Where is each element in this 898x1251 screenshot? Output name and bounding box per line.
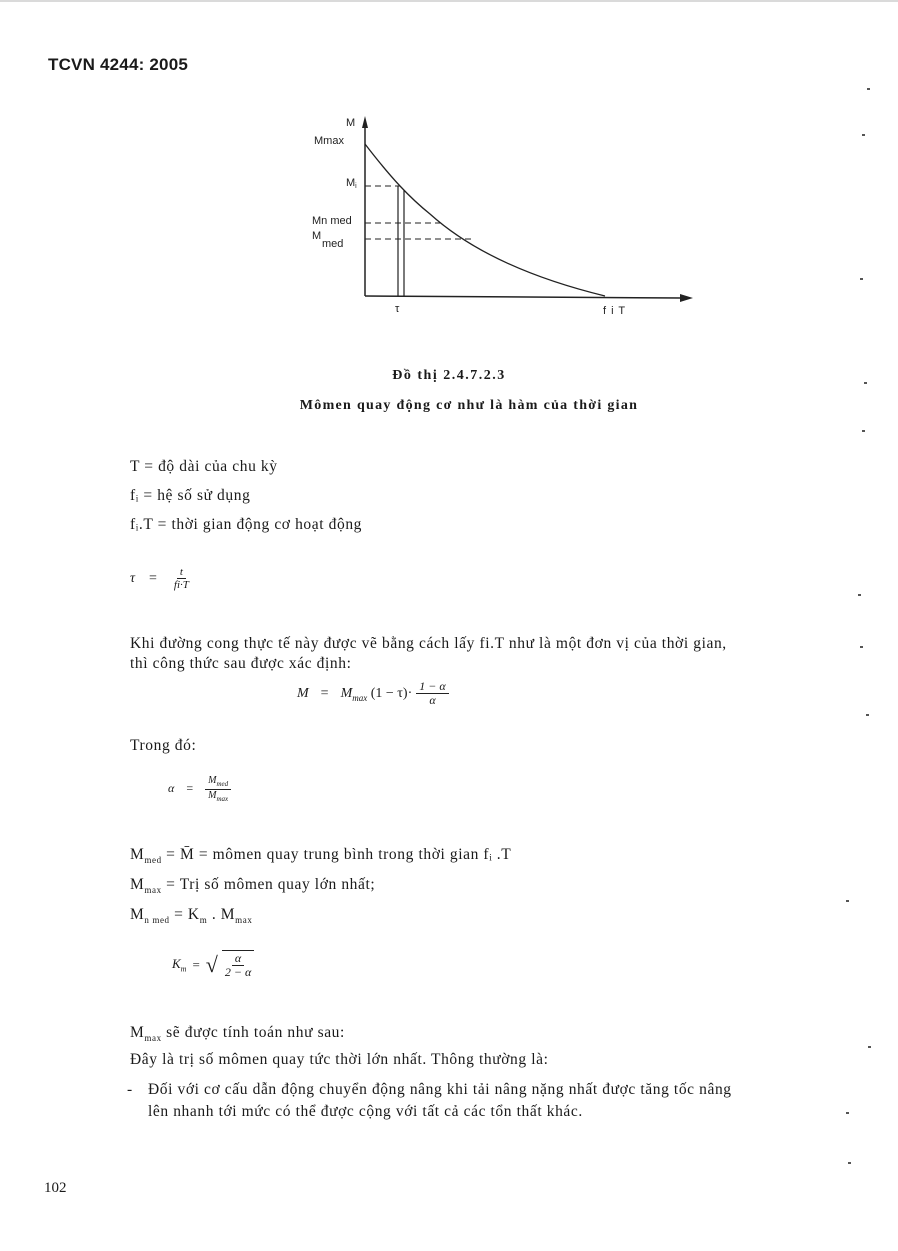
graph-title: Mômen quay động cơ như là hàm của thời gian: [299, 398, 639, 413]
scan-speck: [862, 430, 865, 432]
scan-speck: [846, 900, 849, 902]
formula-alpha-eq: =: [186, 781, 194, 796]
formula-km-lhs: $K_m$: [172, 956, 187, 974]
scan-speck: [862, 134, 865, 136]
label-tau: τ: [395, 303, 400, 315]
bullet-line-2: lên nhanh tới mức có thể được cộng với tất cả các tổn thất khác.: [148, 1103, 583, 1120]
formula-alpha: [168, 775, 231, 803]
formula-tau-den: fi·T: [173, 579, 189, 592]
definition-mmed: $M_{med}$ = M̄ = mômen quay trung bình trong thời gian fᵢ .T: [130, 846, 512, 866]
formula-km-num: α: [232, 952, 244, 966]
formula-alpha-lhs: α: [168, 781, 175, 796]
axis-label-m: M: [346, 117, 356, 129]
formula-km-eq: =: [192, 956, 200, 972]
label-mmax: Mmax: [314, 135, 344, 147]
formula-tau-eq: =: [149, 570, 157, 586]
x-axis-arrow: [680, 294, 693, 302]
scan-speck: [868, 1046, 871, 1048]
formula-m-eq: =: [320, 685, 329, 701]
graph-number: Đồ thị 2.4.7.2.3: [392, 368, 506, 383]
scan-speck: [860, 646, 863, 648]
label-fit: f i T: [603, 305, 627, 317]
definition-mn-med: $M_{n med} = K_m$ . $M_{max}$: [130, 906, 253, 926]
definition-fi: fᵢ = hệ số sử dụng: [130, 487, 251, 504]
mmax-calc-line: $M_{max}$ sẽ được tính toán như sau:: [130, 1024, 345, 1044]
paragraph-2: Đây là trị số mômen quay tức thời lớn nhất. Thông thường là:: [130, 1051, 549, 1068]
scan-speck: [864, 382, 867, 384]
label-mmed-top: M: [312, 230, 322, 242]
scan-speck: [866, 714, 869, 716]
formula-tau: [130, 566, 192, 592]
label-mmed-bottom: med: [322, 238, 344, 250]
formula-km: [172, 950, 254, 980]
formula-tau-lhs: τ: [130, 570, 136, 586]
formula-tau-fraction: [171, 566, 192, 592]
scan-speck: [848, 1162, 851, 1164]
label-mi: Mi: [346, 177, 357, 190]
paragraph-line-2: thì công thức sau được xác định:: [130, 655, 352, 672]
formula-tau-num: t: [177, 566, 186, 579]
definition-t: T = độ dài của chu kỳ: [130, 458, 278, 475]
formula-m-rhs: $M_{max}$ (1 − τ)·: [340, 685, 413, 703]
paragraph-line-1: Khi đường cong thực tế này được vẽ bằng cách lấy fi.T như là một đơn vị của thời gian,: [130, 635, 727, 652]
formula-km-fraction: [222, 950, 254, 980]
scan-top-edge: [0, 0, 898, 2]
formula-alpha-den: $M_{max}$: [208, 789, 229, 803]
formula-m-fraction: [416, 680, 448, 708]
label-mn-med: Mn med: [312, 215, 352, 227]
formula-m-lhs: M: [297, 685, 309, 701]
x-axis: [365, 296, 682, 298]
document-header: TCVN 4244: 2005: [48, 55, 189, 74]
formula-m: [297, 680, 449, 708]
scan-speck: [860, 278, 863, 280]
bullet-dash: -: [127, 1081, 133, 1098]
scan-speck: [846, 1112, 849, 1114]
formula-m-num: 1 − α: [416, 680, 448, 694]
formula-alpha-fraction: [205, 775, 231, 803]
formula-alpha-num: $M_{med}$: [205, 775, 231, 790]
scan-speck: [867, 88, 870, 90]
where-label: Trong đó:: [130, 737, 197, 754]
page-number: 102: [44, 1180, 67, 1196]
torque-curve: [365, 144, 605, 296]
formula-m-den: α: [429, 693, 436, 708]
definition-fit: fᵢ.T = thời gian động cơ hoạt động: [130, 516, 363, 533]
formula-km-den: 2 − α: [224, 965, 252, 980]
definition-mmax: $M_{max}$ = Trị số mômen quay lớn nhất;: [130, 876, 376, 896]
scan-speck: [858, 594, 861, 596]
bullet-line-1: Đối với cơ cấu dẫn động chuyển động nâng khi tải nâng nặng nhất được tăng tốc nâng: [148, 1081, 732, 1098]
y-axis-arrow: [362, 116, 368, 128]
sqrt-icon: √: [205, 951, 218, 977]
torque-time-graph: [300, 108, 700, 328]
